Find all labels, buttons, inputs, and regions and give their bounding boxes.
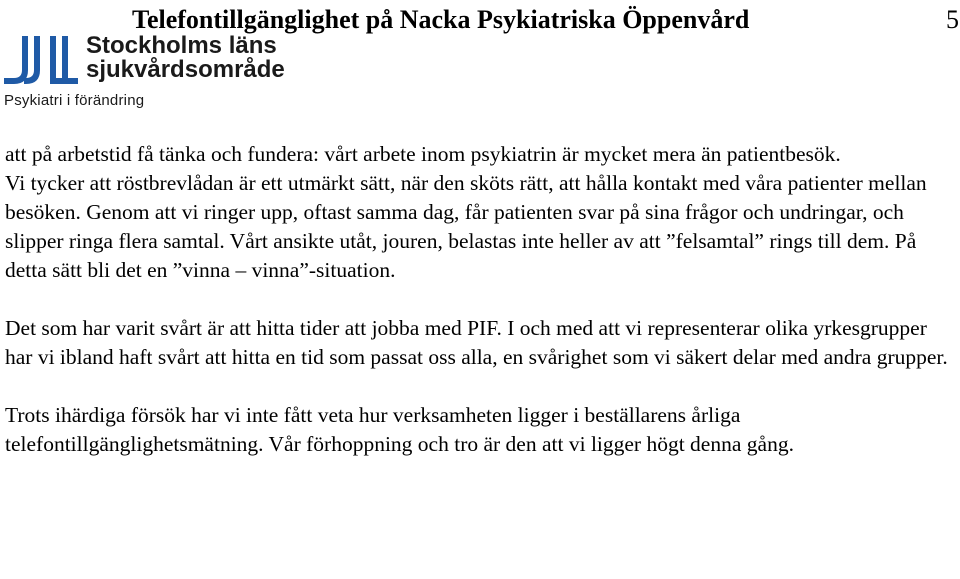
paragraph: Trots ihärdiga försök har vi inte fått veta hur verksamheten ligger i beställarens årliga telefontillgänglighetsmätning. Vår förhoppning och tro är den att vi ligger högt denna gång. <box>5 403 794 456</box>
logo-line-1: Stockholms läns <box>86 32 277 59</box>
sll-logo-icon <box>4 36 84 86</box>
paragraph: Vi tycker att röstbrevlådan är ett utmärkt sätt, när den sköts rätt, att hålla kontakt med våra patienter mellan besöken. Genom att vi ringer upp, oftast samma dag, får patienten svar på sina frågor och undringar, och slipper ringa flera samtal. Vårt ansikte utåt, jouren, belastas inte heller av att ”felsamtal” rings till dem. På detta sätt bli det en ”vinna – vinna”-situation. <box>5 171 927 282</box>
logo-line-2: sjukvårdsområde <box>86 56 285 83</box>
logo-wordmark <box>86 34 285 82</box>
logo-tagline: Psykiatri i förändring <box>4 92 145 109</box>
page-number: 5 <box>946 5 959 34</box>
paragraph: Det som har varit svårt är att hitta tider att jobba med PIF. I och med att vi representerar olika yrkesgrupper har vi ibland haft svårt att hitta en tid som passat oss alla, en svårighet som vi säkert delar med andra grupper. <box>5 316 948 369</box>
document-title: Telefontillgänglighet på Nacka Psykiatriska Öppenvård <box>132 5 750 34</box>
document-body <box>5 140 955 459</box>
paragraph: att på arbetstid få tänka och fundera: vårt arbete inom psykiatrin är mycket mera än patientbesök. <box>5 142 841 166</box>
organization-logo <box>4 34 324 114</box>
